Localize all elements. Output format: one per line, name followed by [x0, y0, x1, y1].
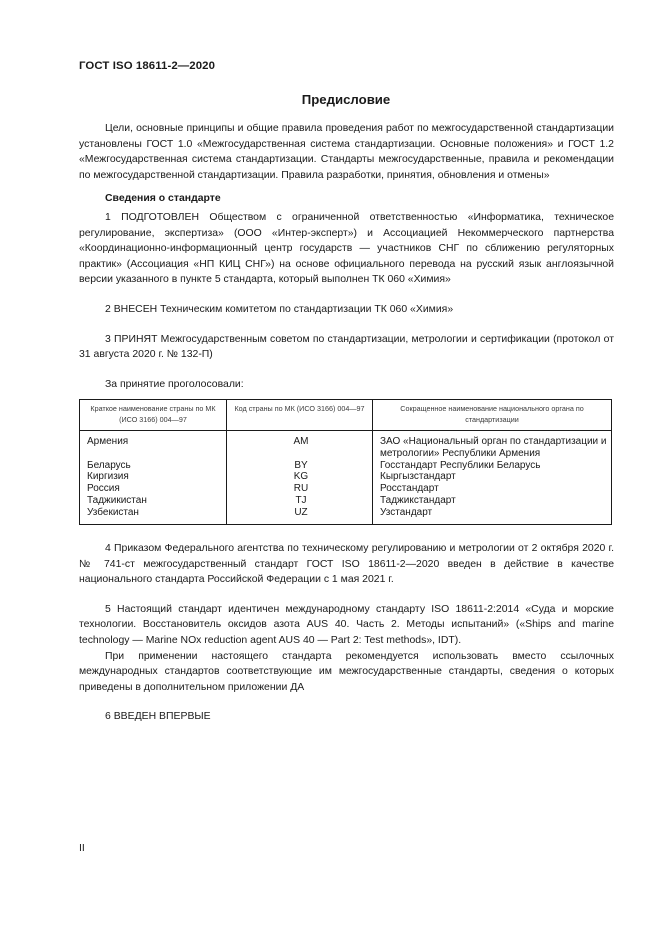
body-cell: Таджикстандарт [373, 495, 612, 507]
code-cell: KG [227, 471, 373, 483]
code-cell: UZ [227, 507, 373, 524]
body-cell: Кыргызстандарт [373, 471, 612, 483]
table-header-country: Краткое наименование страны по МК (ИСО 3166) 004—97 [80, 400, 227, 430]
intro-paragraph: Цели, основные принципы и общие правила проведения работ по межгосударственной стандартизации установлены ГОСТ 1.0 «Межгосударственная система стандартизации. Основные положения» и ГОСТ 1.2 «Межгосударственная система стандартизации. Стандарты межгосударственные, правила и рекомендации по межгосударственной стандартизации. Правила разработки, принятия, обновления и отмены» [79, 123, 614, 181]
country-cell: Узбекистан [80, 507, 227, 524]
body-cell: Росстандарт [373, 483, 612, 495]
table-row [80, 460, 612, 472]
item-5-note-paragraph: При применении настоящего стандарта рекомендуется использовать вместо ссылочных международных стандартов соответствующие им межгосударственные стандарты, сведения о которых приведены в дополнительном приложении ДА [79, 650, 614, 693]
country-cell: Беларусь [80, 460, 227, 472]
table-row [80, 495, 612, 507]
code-cell: BY [227, 460, 373, 472]
page-title: Предисловие [301, 92, 391, 107]
code-cell: TJ [227, 495, 373, 507]
foreword-content [79, 121, 614, 725]
body-cell: Узстандарт [373, 507, 612, 524]
table-row [80, 430, 612, 459]
country-cell: Россия [80, 483, 227, 495]
code-cell: RU [227, 483, 373, 495]
item-1-paragraph: 1 ПОДГОТОВЛЕН Обществом с ограниченной ответственностью «Информатика, техническое регулирование, экспертиза» (ООО «Интер-эксперт») и Ассоциацией Некоммерческого партнерства «Координационно-информационный центр государств — участников СНГ по сближению регуляторных практик» (Ассоциация «НП КИЦ СНГ») на основе официального перевода на русский язык англоязычной версии указанного в пункте 5 стандарта, который выполнен ТК 060 «Химия» [79, 211, 614, 286]
table-header-row [80, 400, 612, 430]
table-row [80, 483, 612, 495]
country-cell: Таджикистан [80, 495, 227, 507]
table-header-code: Код страны по МК (ИСО 3166) 004—97 [227, 400, 373, 430]
page-number: II [79, 842, 85, 854]
vote-caption: За принятие проголосовали: [105, 378, 244, 390]
item-5-paragraph: 5 Настоящий стандарт идентичен международному стандарту ISO 18611-2:2014 «Суда и морские технологии. Восстановитель оксидов азота AUS 40. Часть 2. Методы испытаний» («Ships and marine technology — Marine NOx reduction agent AUS 40 — Part 2: Test methods», IDT). [79, 603, 614, 647]
country-cell: Армения [80, 430, 227, 459]
body-cell: ЗАО «Национальный орган по стандартизации и метрологии» Республики Армения [373, 430, 612, 459]
item-2-paragraph: 2 ВНЕСЕН Техническим комитетом по стандартизации ТК 060 «Химия» [105, 303, 454, 315]
section-heading: Сведения о стандарте [105, 193, 221, 205]
table-row [80, 507, 612, 524]
item-6-paragraph: 6 ВВЕДЕН ВПЕРВЫЕ [105, 711, 211, 723]
document-code: ГОСТ ISO 18611-2—2020 [79, 60, 216, 72]
voting-table [79, 399, 612, 525]
country-cell: Киргизия [80, 471, 227, 483]
item-4-paragraph: 4 Приказом Федерального агентства по техническому регулированию и метрологии от 2 октября 2020 г. № 741-ст межгосударственный стандарт ГОСТ ISO 18611-2—2020 введен в действие в качестве национального стандарта Российской Федерации с 1 мая 2021 г. [79, 543, 614, 586]
body-cell: Госстандарт Республики Беларусь [373, 460, 612, 472]
item-3-paragraph: 3 ПРИНЯТ Межгосударственным советом по стандартизации, метрологии и сертификации (протокол от 31 августа 2020 г. № 132-П) [79, 333, 614, 361]
table-header-body: Сокращенное наименование национального органа по стандартизации [373, 400, 612, 430]
code-cell: AM [227, 430, 373, 459]
table-row [80, 471, 612, 483]
